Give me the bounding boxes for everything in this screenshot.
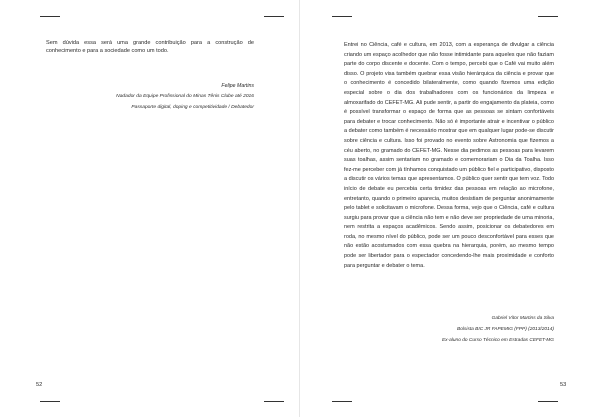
left-signature-line2: Passaporte digital, doping e competitividade / Debatedor <box>131 104 254 110</box>
crop-mark <box>332 401 352 402</box>
page-number-left: 52 <box>36 382 43 388</box>
right-signature <box>380 313 554 346</box>
crop-mark <box>538 16 558 17</box>
right-signature-name: Gabriel Vítor Martins da Silva <box>491 316 554 321</box>
left-signature-line1: Nadador da Equipe Profissional do Minas Tênis Clube até 2016 <box>116 93 254 99</box>
left-signature-name: Felipe Martins <box>221 83 254 89</box>
left-signature <box>70 81 254 113</box>
right-paragraph: Entrei no Ciência, café e cultura, em 2013, com a esperança de divulgar a ciência criando um espaço acolhedor que não fosse intimidante para aqueles que não faziam parte do corpo discente e docente. Com o tempo, percebi que o Café vai muito além disso. O projeto visa também quebrar essa visão hierárquica da ciência e provar que o conhecimento é concedido bilateralmente, como quando fizemos uma edição especial sobre o dia dos trabalhadores com os funcionários da limpeza e almoxarifado do CEFET-MG. Ali pude sentir, a partir do engajamento da plateia, como é possível transformar o espaço de forma que as pessoas se sintam confortáveis para debater e trocar conhecimento. Não só é importante atrair e incentivar o público a debater como também é necessário mostrar que em qualquer lugar pode-se discutir sobre ciência e cultura. Isso foi provado no evento sobre Astronomia que fizemos a céu aberto, no gramado do CEFET-MG. Nesse dia pedimos as pessoas para levarem suas toalhas, assim sentariam no gramado e comemorariam o Dia da Toalha. Isso fez-me perceber com já tínhamos conquistado um público fiel e participativo, disposto a discutir os vários temas que apresentamos. O público quer sentir que tem voz. Todo início de debate eu percebia certa timidez das pessoas em relação ao microfone, entretanto, quando o primeiro aparecia, muitos desistiam de perguntar anonimamente pelo tablet e solicitavam o microfone. Dessa forma, vejo que o Ciência, café e cultura surgiu para provar que a ciência não tem e não deve ser propriedade de uma minoria, nem restrita a espaços acadêmicos. Sendo assim, posicionar os debatedores em roda, no mesmo nível do público, pode ser um pouco desconfortável para esses que não estão acostumados com essa quebra na hierarquia, porém, ao mesmo tempo pode ser libertador para o espectador concedendo-lhe mais proximidade e conforto para perguntar e debater o tema. <box>344 42 554 269</box>
crop-mark <box>264 16 284 17</box>
crop-mark <box>538 401 558 402</box>
page-number-right: 53 <box>560 382 567 388</box>
crop-mark <box>40 16 60 17</box>
crop-mark <box>40 401 60 402</box>
left-paragraph-block <box>46 39 254 55</box>
right-paragraph-block <box>344 41 554 271</box>
left-paragraph: Sem dúvida essa será uma grande contribuição para a construção de conhecimento e para a sociedade como um todo. <box>46 40 254 54</box>
crop-mark <box>264 401 284 402</box>
right-signature-line2: Ex-aluno do Curso Técnico em Estradas CEFET-MG <box>441 338 554 343</box>
right-signature-line1: Bolsista BIC JR FAPEMIG (FPP) (2013/2014) <box>457 327 554 332</box>
crop-mark <box>332 16 352 17</box>
